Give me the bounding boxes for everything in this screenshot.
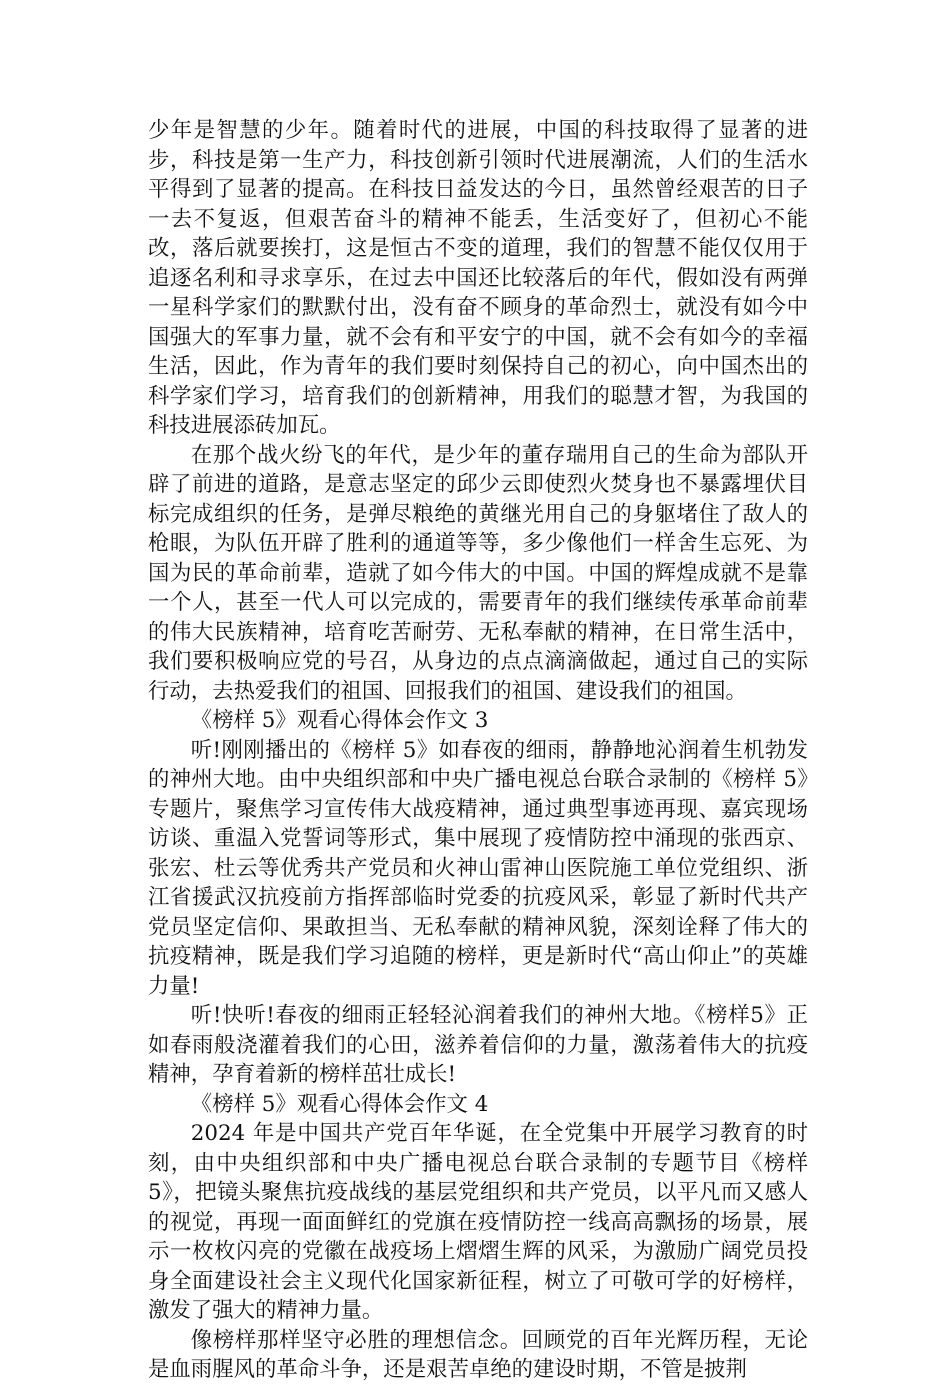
paragraph: 像榜样那样坚守必胜的理想信念。回顾党的百年光辉历程，无论是血雨腥风的革命斗争，还是艰苦卓绝的建设时期，不管是披荆 (148, 1327, 808, 1382)
paragraph: 少年是智慧的少年。随着时代的进展，中国的科技取得了显著的进步，科技是第一生产力，科技创新引领时代进展潮流，人们的生活水平得到了显著的提高。在科技日益发达的今日，虽然曾经艰苦的日子一去不复返，但艰苦奋斗的精神不能丢，生活变好了，但初心不能改，落后就要挨打，这是恒古不变的道理，我们的智慧不能仅仅用于追逐名利和寻求享乐，在过去中国还比较落后的年代，假如没有两弹一星科学家们的默默付出，没有奋不顾身的革命烈士，就没有如今中国强大的军事力量，就不会有和平安宁的中国，就不会有如今的幸福生活，因此，作为青年的我们要时刻保持自己的初心，向中国杰出的科学家们学习，培育我们的创新精神，用我们的聪慧才智，为我国的科技进展添砖加瓦。 (148, 118, 808, 438)
paragraph: 在那个战火纷飞的年代，是少年的董存瑞用自己的生命为部队开辟了前进的道路，是意志坚定的邱少云即使烈火焚身也不暴露埋伏目标完成组织的任务，是弹尽粮绝的黄继光用自己的身躯堵住了敌人的枪眼，为队伍开辟了胜利的通道等等，多少像他们一样舍生忘死、为国为民的革命前辈，造就了如今伟大的中国。中国的辉煌成就不是靠一个人，甚至一代人可以完成的，需要青年的我们继续传承革命前辈的伟大民族精神，培育吃苦耐劳、无私奉献的精神，在日常生活中，我们要积极响应党的号召，从身边的点点滴滴做起，通过自己的实际行动，去热爱我们的祖国、回报我们的祖国、建设我们的祖国。 (148, 442, 808, 704)
section-heading: 《榜样 5》观看心得体会作文 3 (190, 708, 489, 733)
paragraph: 听!快听!春夜的细雨正轻轻沁润着我们的神州大地。《榜样5》正如春雨般浇灌着我们的心田，滋养着信仰的力量，激荡着伟大的抗疫精神，孕育着新的榜样茁壮成长! (148, 1003, 808, 1087)
paragraph: 2024 年是中国共产党百年华诞，在全党集中开展学习教育的时刻，由中央组织部和中央广播电视总台联合录制的专题节目《榜样 5》，把镜头聚焦抗疫战线的基层党组织和共产党员，以平凡而又感人的视觉，再现一面面鲜红的党旗在疫情防控一线高高飘扬的场景，展示一枚枚闪亮的党徽在战疫场上熠熠生辉的风采，为激励广阔党员投身全面建设社会主义现代化国家新征程，树立了可敬可学的好榜样，激发了强大的精神力量。 (148, 1121, 808, 1323)
paragraph: 听!刚刚播出的《榜样 5》如春夜的细雨，静静地沁润着生机勃发的神州大地。由中央组织部和中央广播电视总台联合录制的《榜样 5》专题片，聚焦学习宣传伟大战疫精神，通过典型事迹再现、嘉宾现场访谈、重温入党誓词等形式，集中展现了疫情防控中涌现的张西京、张宏、杜云等优秀共产党员和火神山雷神山医院施工单位党组织、浙江省援武汉抗疫前方指挥部临时党委的抗疫风采，彰显了新时代共产党员坚定信仰、果敢担当、无私奉献的精神风貌，深刻诠释了伟大的抗疫精神，既是我们学习追随的榜样，更是新时代“高山仰止”的英雄力量! (148, 737, 808, 999)
section-heading: 《榜样 5》观看心得体会作文 4 (190, 1091, 489, 1117)
document-page (148, 116, 808, 1385)
